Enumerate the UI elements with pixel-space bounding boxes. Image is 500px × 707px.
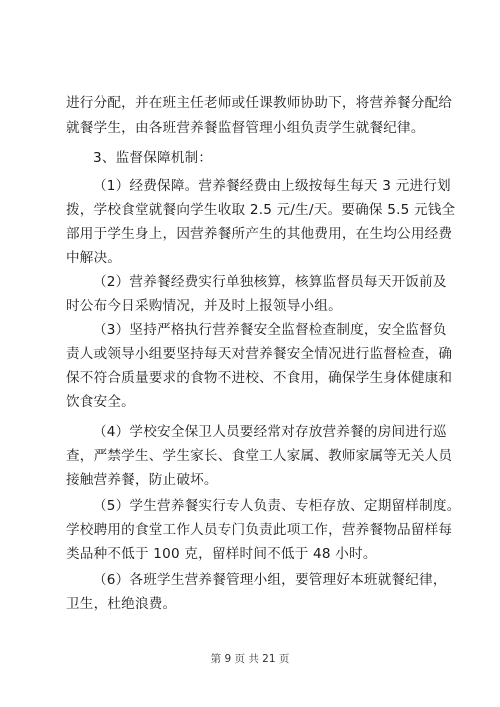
text-line: （4）学校安全保卫人员要经常对存放营养餐的房间进行巡 <box>93 424 447 440</box>
text-line: （3）坚持严格执行营养餐安全监督检查制度，安全监督负 <box>93 322 447 338</box>
text-line: 部用于学生身上，因营养餐所产生的其他费用，在生均公用经费 <box>66 226 453 242</box>
text-line: 就餐学生，由各班营养餐监督管理小组负责学生就餐纪律。 <box>66 120 425 136</box>
text-line: 类品种不低于 100 克，留样时间不低于 48 小时。 <box>66 546 377 562</box>
text-line: （1）经费保障。营养餐经费由上级按每生每天 3 元进行划 <box>93 178 451 194</box>
text-line: 饮食安全。 <box>66 394 135 410</box>
text-line: 卫生，杜绝浪费。 <box>66 596 177 612</box>
text-line: 责人或领导小组要坚持每天对营养餐安全情况进行监督检查，确 <box>66 346 453 362</box>
text-line: 查，严禁学生、学生家长、食堂工人家属、教师家属等无关人员 <box>66 448 453 464</box>
text-line: （5）学生营养餐实行专人负责、专柜存放、定期留样制度。 <box>93 498 461 514</box>
text-line: 学校聘用的食堂工作人员专门负责此项工作，营养餐物品留样每 <box>66 522 453 538</box>
text-line: （2）营养餐经费实行单独核算，核算监督员每天开饭前及 <box>93 274 447 290</box>
text-line: 接触营养餐，防止破坏。 <box>66 472 218 488</box>
text-line: 中解决。 <box>66 250 122 266</box>
section-heading: 3、监督保障机制： <box>93 150 213 166</box>
text-line: （6）各班学生营养餐管理小组，要管理好本班就餐纪律， <box>93 572 447 588</box>
text-line: 时公布今日采购情况，并及时上报领导小组。 <box>66 298 342 314</box>
page-number-footer: 第 9 页 共 21 页 <box>210 653 290 665</box>
text-line: 保不符合质量要求的食物不进校、不食用，确保学生身体健康和 <box>66 370 453 386</box>
text-line: 拨，学校食堂就餐向学生收取 2.5 元/生/天。要确保 5.5 元钱全 <box>66 202 456 218</box>
text-line: 进行分配，并在班主任老师或任课教师协助下，将营养餐分配给 <box>66 95 453 111</box>
